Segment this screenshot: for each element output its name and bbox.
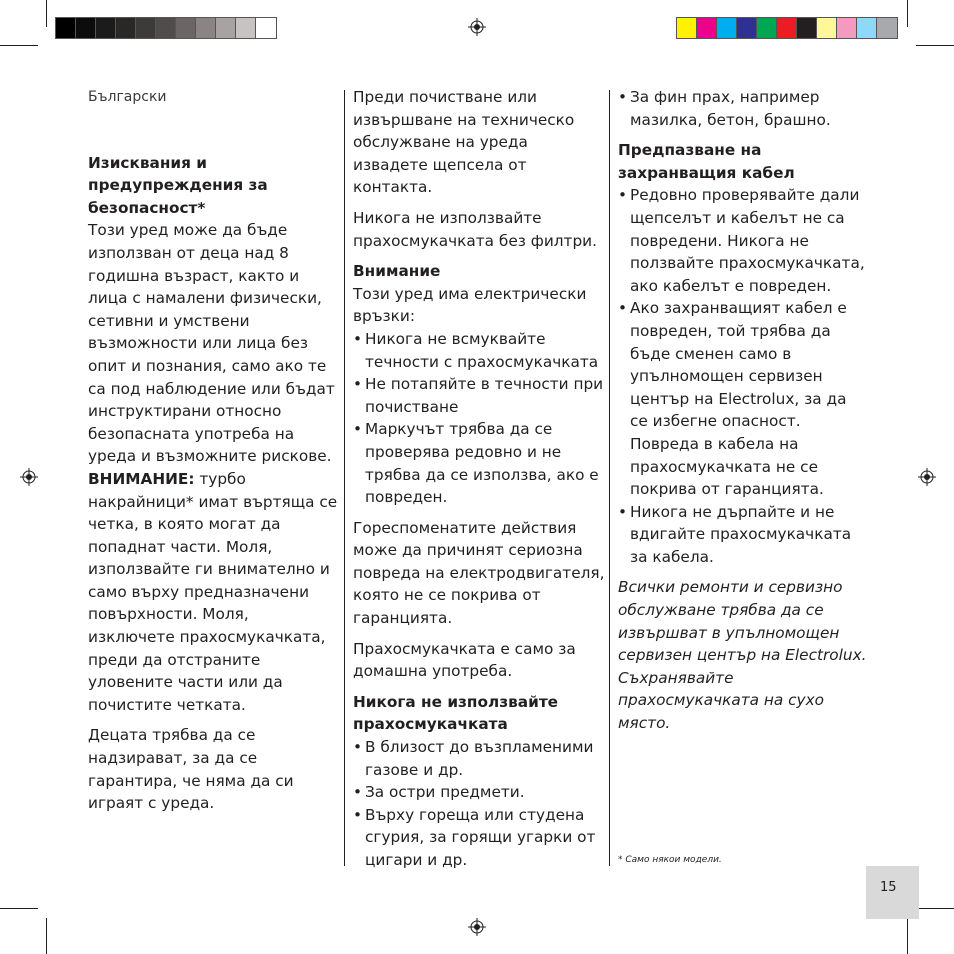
- list-item: • В близост до възпламеними газове и др.: [353, 736, 605, 781]
- color-swatch: [877, 18, 897, 38]
- crop-mark: [46, 0, 47, 27]
- crop-mark: [916, 45, 954, 46]
- attention-intro: Този уред има електрически връзки:: [353, 284, 587, 326]
- color-swatch: [817, 18, 837, 38]
- list-item: • За фин прах, например мазилка, бетон, брашно.: [618, 86, 868, 131]
- registration-mark-icon: [468, 18, 486, 36]
- color-swatch: [777, 18, 797, 38]
- grayscale-calibration-bar: [55, 17, 277, 39]
- registration-mark-icon: [20, 468, 38, 486]
- page-number: 15: [880, 880, 897, 895]
- color-swatch: [216, 18, 236, 38]
- color-swatch: [76, 18, 96, 38]
- crop-mark: [0, 45, 38, 46]
- crop-mark: [916, 908, 954, 909]
- never-use-heading: Никога не използвайте прахосмукачката: [353, 692, 559, 734]
- column-safety: [88, 86, 340, 815]
- filters-paragraph: Никога не използвайте прахосмукачката без филтри.: [353, 208, 597, 250]
- list-item: • За остри предмети.: [353, 781, 605, 804]
- service-note: Всички ремонти и сервизно обслужване трябва да се извършват в упълномощен сервизен център на Electrolux. Съхранявайте прахосмукачката на сухо място.: [618, 578, 867, 733]
- attention-heading: Внимание: [353, 262, 441, 281]
- crop-mark: [46, 918, 47, 954]
- column-divider: [344, 90, 345, 866]
- color-swatch: [677, 18, 697, 38]
- safety-heading: Изисквания и предупреждения за безопасност*: [88, 153, 268, 217]
- crop-mark: [0, 908, 38, 909]
- warning-paragraph: [88, 468, 340, 717]
- warning-label: ВНИМАНИЕ:: [88, 469, 195, 488]
- children-paragraph: Децата трябва да се надзирават, за да се гарантира, че няма да си играят с уреда.: [88, 726, 294, 813]
- crop-mark: [907, 0, 908, 27]
- color-swatch: [757, 18, 777, 38]
- color-swatch: [857, 18, 877, 38]
- column-cable: [618, 86, 868, 735]
- crop-mark: [907, 918, 908, 954]
- list-item: • Не потапяйте в течности при почистване: [353, 373, 605, 418]
- list-item: • Редовно проверявайте дали щепселът и кабелът не са повредени. Никога не ползвайте прахосмукачката, ако кабелът е повреден.: [618, 184, 868, 297]
- safety-intro: Този уред може да бъде използван от деца над 8 годишна възраст, както и лица с намалени физически, сетивни и умствени възможности или лица без опит и познания, само ако те са под наблюдение или бъдат инструктирани относно безопасната употреба на уреда и възможните рискове.: [88, 221, 335, 466]
- color-swatch: [236, 18, 256, 38]
- registration-mark-icon: [918, 468, 936, 486]
- unplug-paragraph: Преди почистване или извършване на техническо обслужване на уреда извадете щепсела от контакта.: [353, 88, 575, 197]
- color-swatch: [56, 18, 76, 38]
- list-item: • Маркучът трябва да се проверява редовно и не трябва да се използва, ако е повреден.: [353, 418, 605, 508]
- damage-paragraph: Гореспоменатите действия може да причинят сериозна повреда на електродвигателя, която не се покрива от гаранцията.: [353, 518, 605, 628]
- language-label: Български: [88, 89, 167, 105]
- color-calibration-bar: [676, 17, 898, 39]
- column-attention: [353, 86, 605, 872]
- color-swatch: [837, 18, 857, 38]
- color-swatch: [96, 18, 116, 38]
- color-swatch: [256, 18, 276, 38]
- color-swatch: [156, 18, 176, 38]
- household-paragraph: Прахосмукачката е само за домашна употреба.: [353, 639, 576, 681]
- color-swatch: [717, 18, 737, 38]
- color-swatch: [697, 18, 717, 38]
- page-number-box: [866, 866, 919, 919]
- list-item: • Никога не дърпайте и не вдигайте прахосмукачката за кабела.: [618, 501, 868, 569]
- list-item: • Ако захранващият кабел е повреден, той трябва да бъде сменен само в упълномощен сервизен център на Electrolux, за да се избегне опасност. Повреда в кабела на прахосмукачката не се покрива от гаранцията.: [618, 297, 868, 500]
- list-item: • Върху гореща или студена сгурия, за горящи угарки от цигари и др.: [353, 804, 605, 872]
- color-swatch: [176, 18, 196, 38]
- column-divider: [609, 90, 610, 866]
- color-swatch: [797, 18, 817, 38]
- list-item: • Никога не всмуквайте течности с прахосмукачката: [353, 328, 605, 373]
- color-swatch: [737, 18, 757, 38]
- footnote: * Само някои модели.: [618, 855, 722, 865]
- color-swatch: [116, 18, 136, 38]
- color-swatch: [136, 18, 156, 38]
- registration-mark-icon: [468, 918, 486, 936]
- cable-heading: Предпазване на захранващия кабел: [618, 141, 795, 182]
- warning-text: турбо накрайници* имат въртяща се четка, в която могат да попаднат части. Моля, използвайте ги внимателно и само върху предназначени повърхности. Моля, изключете прахосмукачката, преди да отстраните уловените части или да почистите четката.: [88, 469, 338, 714]
- color-swatch: [196, 18, 216, 38]
